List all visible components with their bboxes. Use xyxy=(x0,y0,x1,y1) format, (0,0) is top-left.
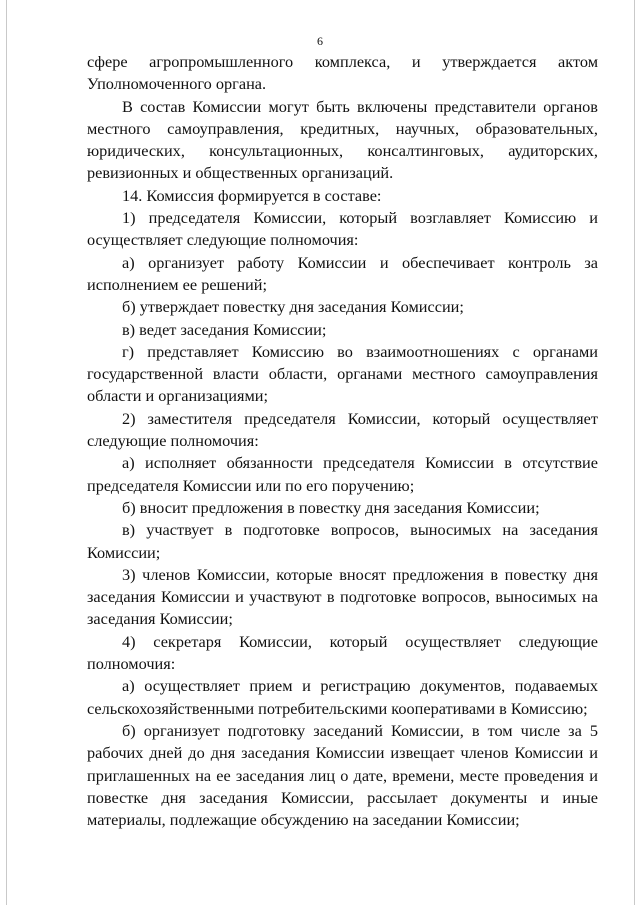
paragraph: б) утверждает повестку дня заседания Комиссии; xyxy=(122,297,464,317)
scan-edge-left xyxy=(6,0,7,905)
scan-edge-right xyxy=(634,0,635,905)
paragraph: 14. Комиссия формируется в составе: xyxy=(122,185,382,205)
paragraph: б) вносит предложения в повестку дня заседания Комиссии; xyxy=(122,497,540,517)
paragraph: сфере агропромышленного комплекса, и утверждается актом Уполномоченного органа. xyxy=(87,52,598,94)
paragraph: г) представляет Комиссию во взаимоотношениях с органами государственной власти области, органами местного самоуправления области и организациями; xyxy=(87,341,598,406)
paragraph: а) организует работу Комиссии и обеспечивает контроль за исполнением ее решений; xyxy=(87,252,598,294)
paragraph: б) организует подготовку заседаний Комиссии, в том числе за 5 рабочих дней до дня заседания Комиссии извещает членов Комиссии и приглашенных на ее заседания лиц о дате, времени, месте проведения и повестке дня заседания Комиссии, рассылает документы и иные материалы, подлежащие обсуждению на заседании Комиссии; xyxy=(87,720,598,830)
paragraph: 1) председателя Комиссии, который возглавляет Комиссию и осуществляет следующие полномочия: xyxy=(87,208,598,250)
document-body xyxy=(87,51,598,831)
paragraph: а) осуществляет прием и регистрацию документов, подаваемых сельскохозяйственными потребительскими кооперативами в Комиссию; xyxy=(87,676,598,718)
paragraph: 4) секретаря Комиссии, который осуществляет следующие полномочия: xyxy=(87,631,598,674)
paragraph: 2) заместителя председателя Комиссии, который осуществляет следующие полномочия: xyxy=(87,408,598,451)
paragraph: 3) членов Комиссии, которые вносят предложения в повестку дня заседания Комиссии и участвуют в подготовке вопросов, выносимых на заседания Комиссии; xyxy=(87,564,598,629)
paragraph: в) ведет заседания Комиссии; xyxy=(122,319,327,339)
paragraph: в) участвует в подготовке вопросов, выносимых на заседания Комиссии; xyxy=(87,520,598,562)
page-number: 6 xyxy=(317,34,323,48)
paragraph: а) исполняет обязанности председателя Комиссии в отсутствие председателя Комиссии или по его поручению; xyxy=(87,453,598,495)
paragraph: В состав Комиссии могут быть включены представители органов местного самоуправления, кредитных, научных, образовательных, юридических, консультационных, консалтинговых, аудиторских, ревизионных и общественных организаций. xyxy=(87,96,598,183)
